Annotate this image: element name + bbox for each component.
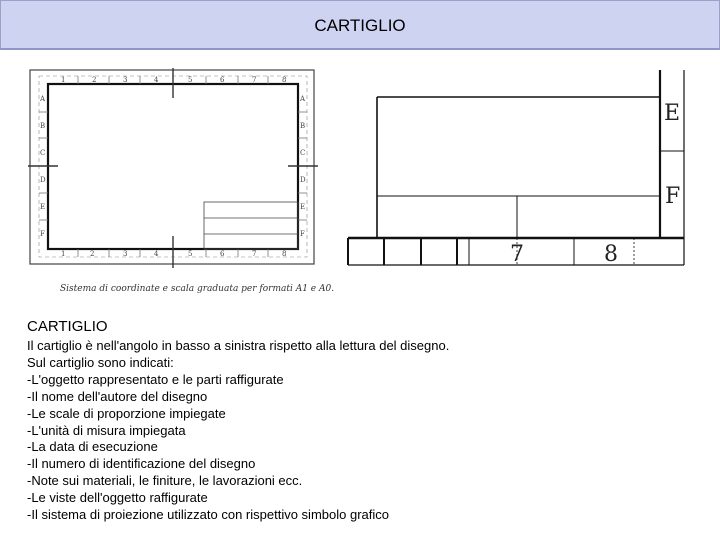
text-line: -La data di esecuzione	[27, 439, 158, 455]
side-letter: F	[40, 230, 45, 238]
side-letter: C	[40, 149, 46, 157]
label-e: E	[664, 101, 681, 126]
side-letter: E	[40, 203, 46, 211]
label-8: 8	[604, 242, 618, 267]
section-heading: CARTIGLIO	[27, 318, 108, 335]
text-line: Il cartiglio è nell'angolo in basso a sinistra rispetto alla lettura del disegno.	[27, 338, 450, 353]
text-line: -Note sui materiali, le finiture, le lavorazioni ecc.	[27, 473, 303, 489]
text-line: -Il sistema di proiezione utilizzato con rispettivo simbolo grafico	[27, 507, 389, 523]
bottom-number: 8	[282, 250, 287, 258]
top-number: 3	[123, 76, 128, 84]
bottom-number: 6	[220, 250, 225, 258]
top-number: 1	[61, 76, 66, 84]
title-bar	[0, 0, 720, 50]
label-7: 7	[510, 242, 524, 267]
side-letter: E	[300, 203, 306, 211]
bottom-number: 7	[252, 250, 257, 258]
side-letter: A	[300, 95, 306, 103]
text-line: -L'unità di misura impiegata	[27, 422, 186, 438]
label-f: F	[665, 184, 681, 209]
side-letter: C	[300, 149, 306, 157]
figure-caption: Sistema di coordinate e scala graduata per formati A1 e A0.	[60, 284, 335, 294]
top-number: 2	[92, 76, 97, 84]
description-text	[27, 338, 449, 524]
text-line: -Le scale di proporzione impiegate	[27, 405, 226, 421]
side-letter: B	[300, 122, 306, 130]
text-line: -L'oggetto rappresentato e le parti raffigurate	[27, 371, 284, 387]
top-number: 4	[154, 76, 159, 84]
side-letter: D	[40, 176, 46, 184]
sheet-outer-border	[30, 70, 314, 264]
top-number: 6	[220, 76, 225, 84]
side-letter: F	[300, 230, 305, 238]
top-number: 8	[282, 76, 287, 84]
bottom-number: 4	[154, 250, 159, 258]
text-line: -Il nome dell'autore del disegno	[27, 388, 208, 404]
side-letter: D	[300, 176, 306, 184]
text-line: -Il numero di identificazione del disegno	[27, 456, 256, 472]
bottom-number: 1	[61, 250, 66, 258]
top-number: 5	[188, 76, 193, 84]
side-letter: B	[40, 122, 46, 130]
bottom-number: 2	[90, 250, 95, 258]
bottom-number: 3	[123, 250, 128, 258]
page-title: CARTIGLIO	[314, 16, 406, 35]
bottom-number: 5	[188, 250, 193, 258]
top-number: 7	[252, 76, 257, 84]
text-line: Sul cartiglio sono indicati:	[27, 354, 174, 370]
side-letter: A	[40, 95, 46, 103]
drawing-sheet-figure	[28, 68, 318, 268]
text-line: -Le viste dell'oggetto raffigurate	[27, 490, 208, 506]
title-block-detail-figure	[344, 70, 689, 270]
